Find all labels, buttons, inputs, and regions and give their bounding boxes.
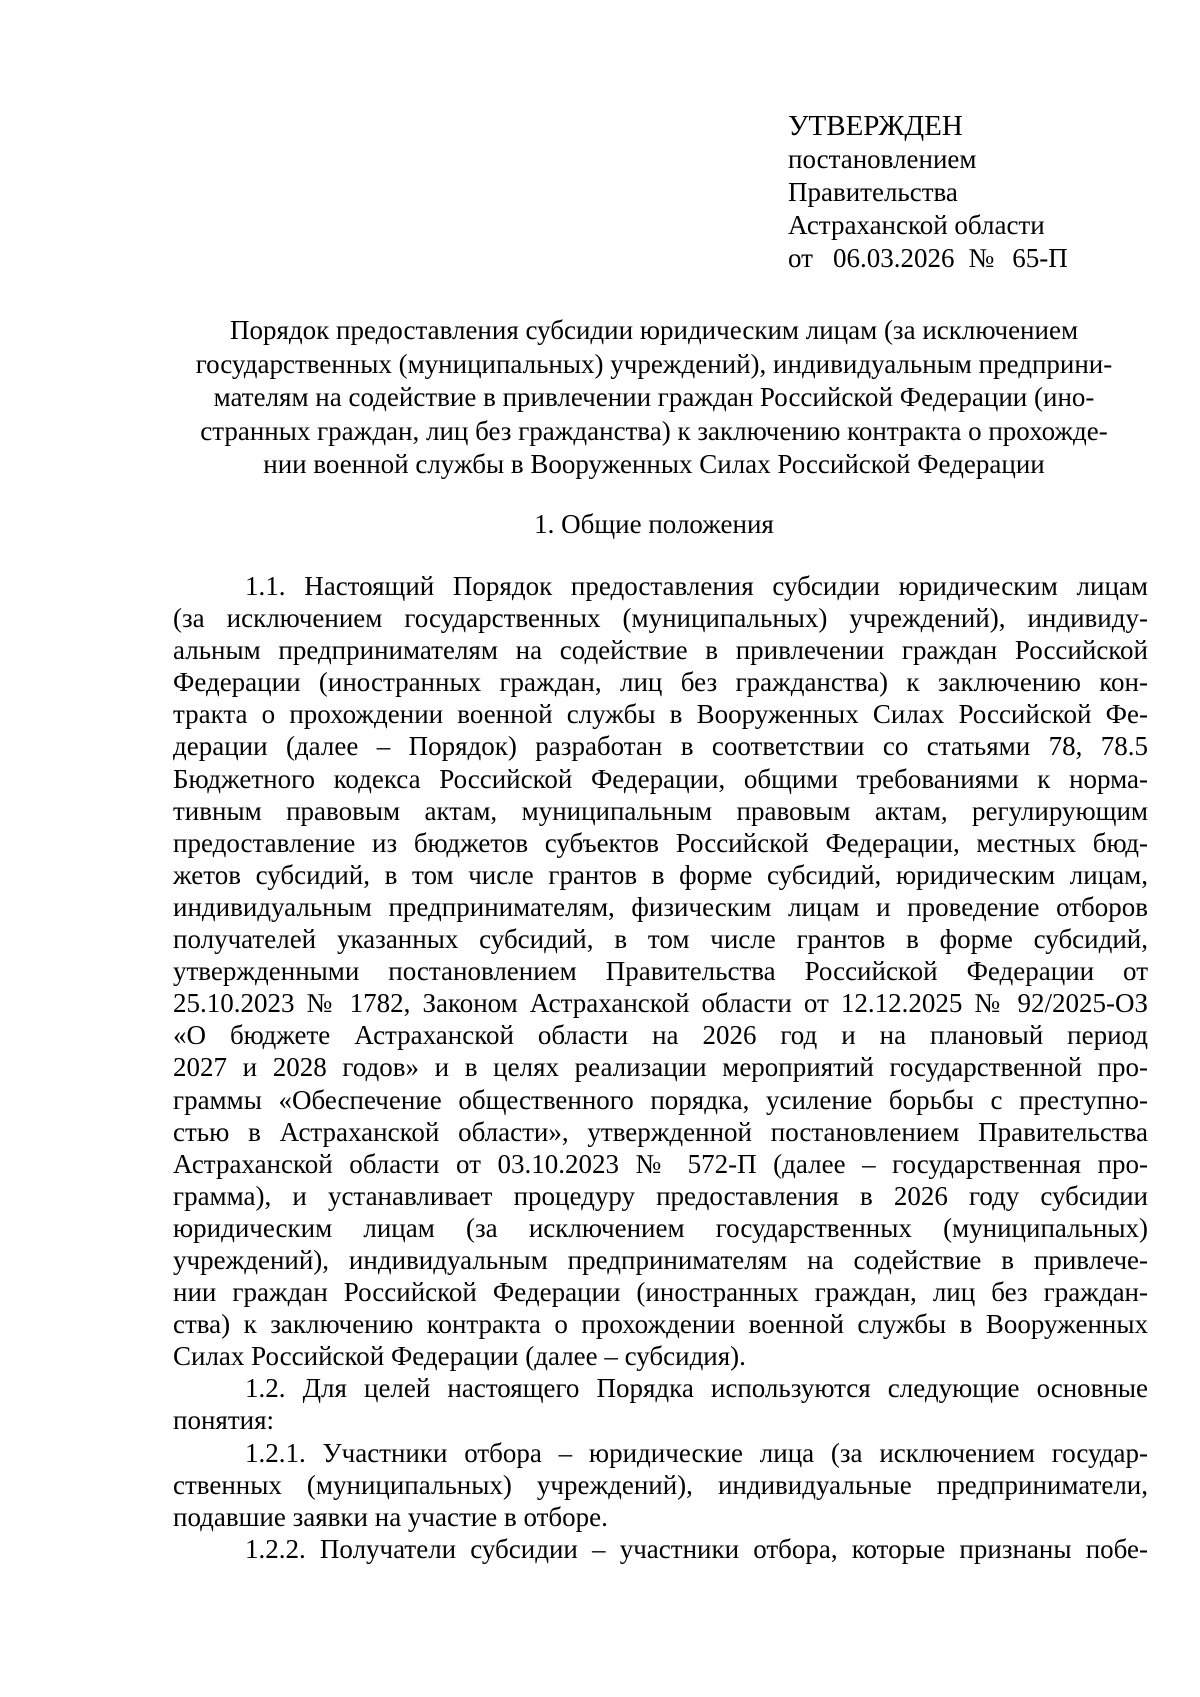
body-line: получателей указанных субсидий, в том числе грантов в форме субсидий, [173,924,1148,955]
document-title [168,314,1140,482]
approval-heading: УТВЕРЖДЕН [788,110,963,142]
approval-date: 06.03.2026 [832,243,955,273]
approval-stamp-block [788,110,1148,275]
body-line: подавшие заявки на участие в отборе. [173,1501,608,1532]
body-line: грамма), и устанавливает процедуру предоставления в 2026 году субсидии [173,1180,1148,1211]
body-line: жетов субсидий, в том числе грантов в форме субсидий, юридическим лицам, [173,859,1148,890]
title-line: нии военной службы в Вооруженных Силах Российской Федерации [263,449,1045,479]
body-line: тивным правовым актам, муниципальным правовым актам, регулирующим [173,795,1148,826]
title-line: государственных (муниципальных) учреждений), индивидуальным предприни- [195,348,1113,379]
body-line: «О бюджете Астраханской области на 2026 год и на плановый период [173,1020,1148,1051]
body-line: 1.1. Настоящий Порядок предоставления субсидии юридическим лицам [245,571,1148,601]
body-line: утвержденными постановлением Правительства Российской Федерации от [173,956,1148,987]
body-line: Силах Российской Федерации (далее – субсидия). [173,1341,746,1372]
body-line: дерации (далее – Порядок) разработан в соответствии со статьями 78, 78.5 [173,731,1148,762]
title-line: мателям на содействие в привлечении граждан Российской Федерации (ино- [213,382,1095,412]
body-line: 2027 и 2028 годов» и в целях реализации мероприятий государственной про- [173,1052,1148,1083]
body-line: альным предпринимателям на содействие в привлечении граждан Российской [173,635,1148,666]
body-line: учреждений), индивидуальным предпринимателям на содействие в привлече- [173,1244,1148,1275]
title-line: странных граждан, лиц без гражданства) к заключению контракта о прохожде- [200,415,1108,446]
body-line: Астраханской области от 03.10.2023 № 572-П (далее – государственная про- [173,1148,1148,1179]
body-line: 1.2.1. Участники отбора – юридические лица (за исключением государ- [245,1437,1148,1468]
body-line: стью в Астраханской области», утвержденной постановлением Правительства [173,1116,1148,1147]
body-line: индивидуальным предпринимателям, физическим лицам и проведение отборов [173,891,1148,922]
body-line: 1.2. Для целей настоящего Порядка используются следующие основные [245,1373,1148,1404]
body-line: нии граждан Российской Федерации (иностранных граждан, лиц без граждан- [173,1277,1148,1308]
body-line: юридическим лицам (за исключением государственных (муниципальных) [173,1212,1148,1243]
body-line: ства) к заключению контракта о прохождении военной службы в Вооруженных [173,1309,1148,1340]
body-line: Федерации (иностранных граждан, лиц без гражданства) к заключению кон- [173,667,1148,698]
body-line: 25.10.2023 № 1782, Законом Астраханской области от 12.12.2025 № 92/2025-ОЗ [173,988,1148,1019]
body-line: предоставление из бюджетов субъектов Российской Федерации, местных бюд- [173,827,1148,858]
approval-line-decree: постановлением [788,144,977,174]
body-line: ственных (муниципальных) учреждений), индивидуальные предприниматели, [173,1469,1148,1500]
approval-date-line [788,242,1148,275]
body-text [173,570,1148,1565]
approval-date-prefix: от [788,243,813,273]
body-line: 1.2.2. Получатели субсидии – участники отбора, которые признаны побе- [245,1533,1148,1564]
approval-line-region: Астраханской области [788,210,1045,240]
body-line: тракта о прохождении военной службы в Вооруженных Силах Российской Фе- [173,699,1148,730]
approval-line-government: Правительства [788,177,958,207]
body-line: (за исключением государственных (муниципальных) учреждений), индивиду- [173,603,1148,634]
title-line: Порядок предоставления субсидии юридическим лицам (за исключением [229,315,1079,345]
body-line: граммы «Обеспечение общественного порядка, усиление борьбы с преступно- [173,1084,1148,1115]
body-line: понятия: [173,1405,274,1436]
approval-number-sign: № [968,243,995,273]
body-line: Бюджетного кодекса Российской Федерации, общими требованиями к норма- [173,763,1148,794]
approval-number: 65-П [1012,243,1068,273]
section-heading: 1. Общие положения [534,509,774,539]
